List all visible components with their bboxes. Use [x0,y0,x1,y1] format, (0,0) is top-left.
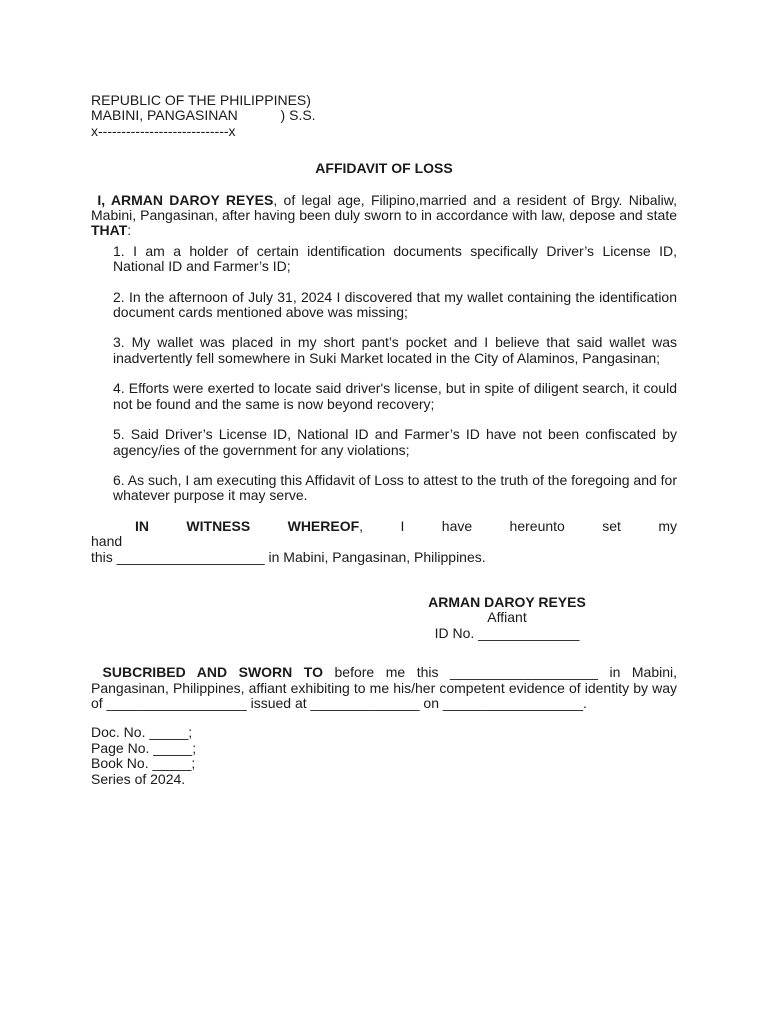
statement-item: 2. In the afternoon of July 31, 2024 I discovered that my wallet containing the identification document cards mentioned above was missing; [113,288,677,321]
affidavit-document [91,93,677,787]
witness-line-1 [91,519,677,550]
statement-item: 4. Efforts were exerted to locate said driver's license, but in spite of diligent search, it could not be found and the same is now beyond recovery; [113,380,677,412]
intro-paragraph [91,193,677,239]
witness-paragraph [91,519,677,565]
document-title: AFFIDAVIT OF LOSS [315,160,453,177]
signature-id: ID No. _____________ [434,624,580,641]
statement-item: 1. I am a holder of certain identification documents specifically Driver’s License ID, National ID and Farmer’s ID; [113,242,677,275]
witness-rest: , I have hereunto set my hand [91,517,677,550]
signature-block [401,595,613,641]
jurat-text: before me this ___________________ in Mabini, Pangasinan, Philippines, affiant exhibiting to me his/her competent evidence of identity by way of __________________ issued at ______________ on __________________. [91,664,678,711]
page-no: Page No. _____; [91,739,197,756]
notarial-register [91,725,677,787]
intro-that: THAT [91,222,128,239]
statement-item: 5. Said Driver’s License ID, National ID and Farmer’s ID have not been confiscated by agency/ies of the government for any violations; [113,426,677,458]
doc-no: Doc. No. _____; [91,724,193,741]
intro-text: , of legal age, Filipino,married and a resident of Brgy. Nibaliw, Mabini, Pangasinan, after having been duly sworn to in accordance with law, depose and state [91,191,677,224]
statement-item: 6. As such, I am executing this Affidavit of Loss to attest to the truth of the foregoing and for whatever purpose it may serve. [113,471,677,504]
signature-role: Affiant [487,609,527,626]
affiant-name-intro: I, ARMAN DAROY REYES [97,191,274,208]
statement-item: 3. My wallet was placed in my short pant’s pocket and I believe that said wallet was inadvertently fell somewhere in Suki Market located in the City of Alaminos, Pangasinan; [113,334,677,366]
signature-name: ARMAN DAROY REYES [428,593,586,610]
venue-header [91,93,677,139]
venue-line-separator: x----------------------------x [91,122,236,139]
witness-bold: IN WITNESS WHEREOF [135,517,360,534]
intro-colon: : [127,222,132,239]
witness-line-2: this ___________________ in Mabini, Pangasinan, Philippines. [91,548,486,565]
venue-line-municipality: MABINI, PANGASINAN ) S.S. [91,107,316,124]
book-no: Book No. _____; [91,755,196,772]
jurat-paragraph [91,665,677,711]
statement-list [91,244,677,504]
jurat-bold: SUBCRIBED AND SWORN TO [102,664,323,681]
venue-line-republic: REPUBLIC OF THE PHILIPPINES) [91,92,311,108]
series: Series of 2024. [91,770,186,787]
